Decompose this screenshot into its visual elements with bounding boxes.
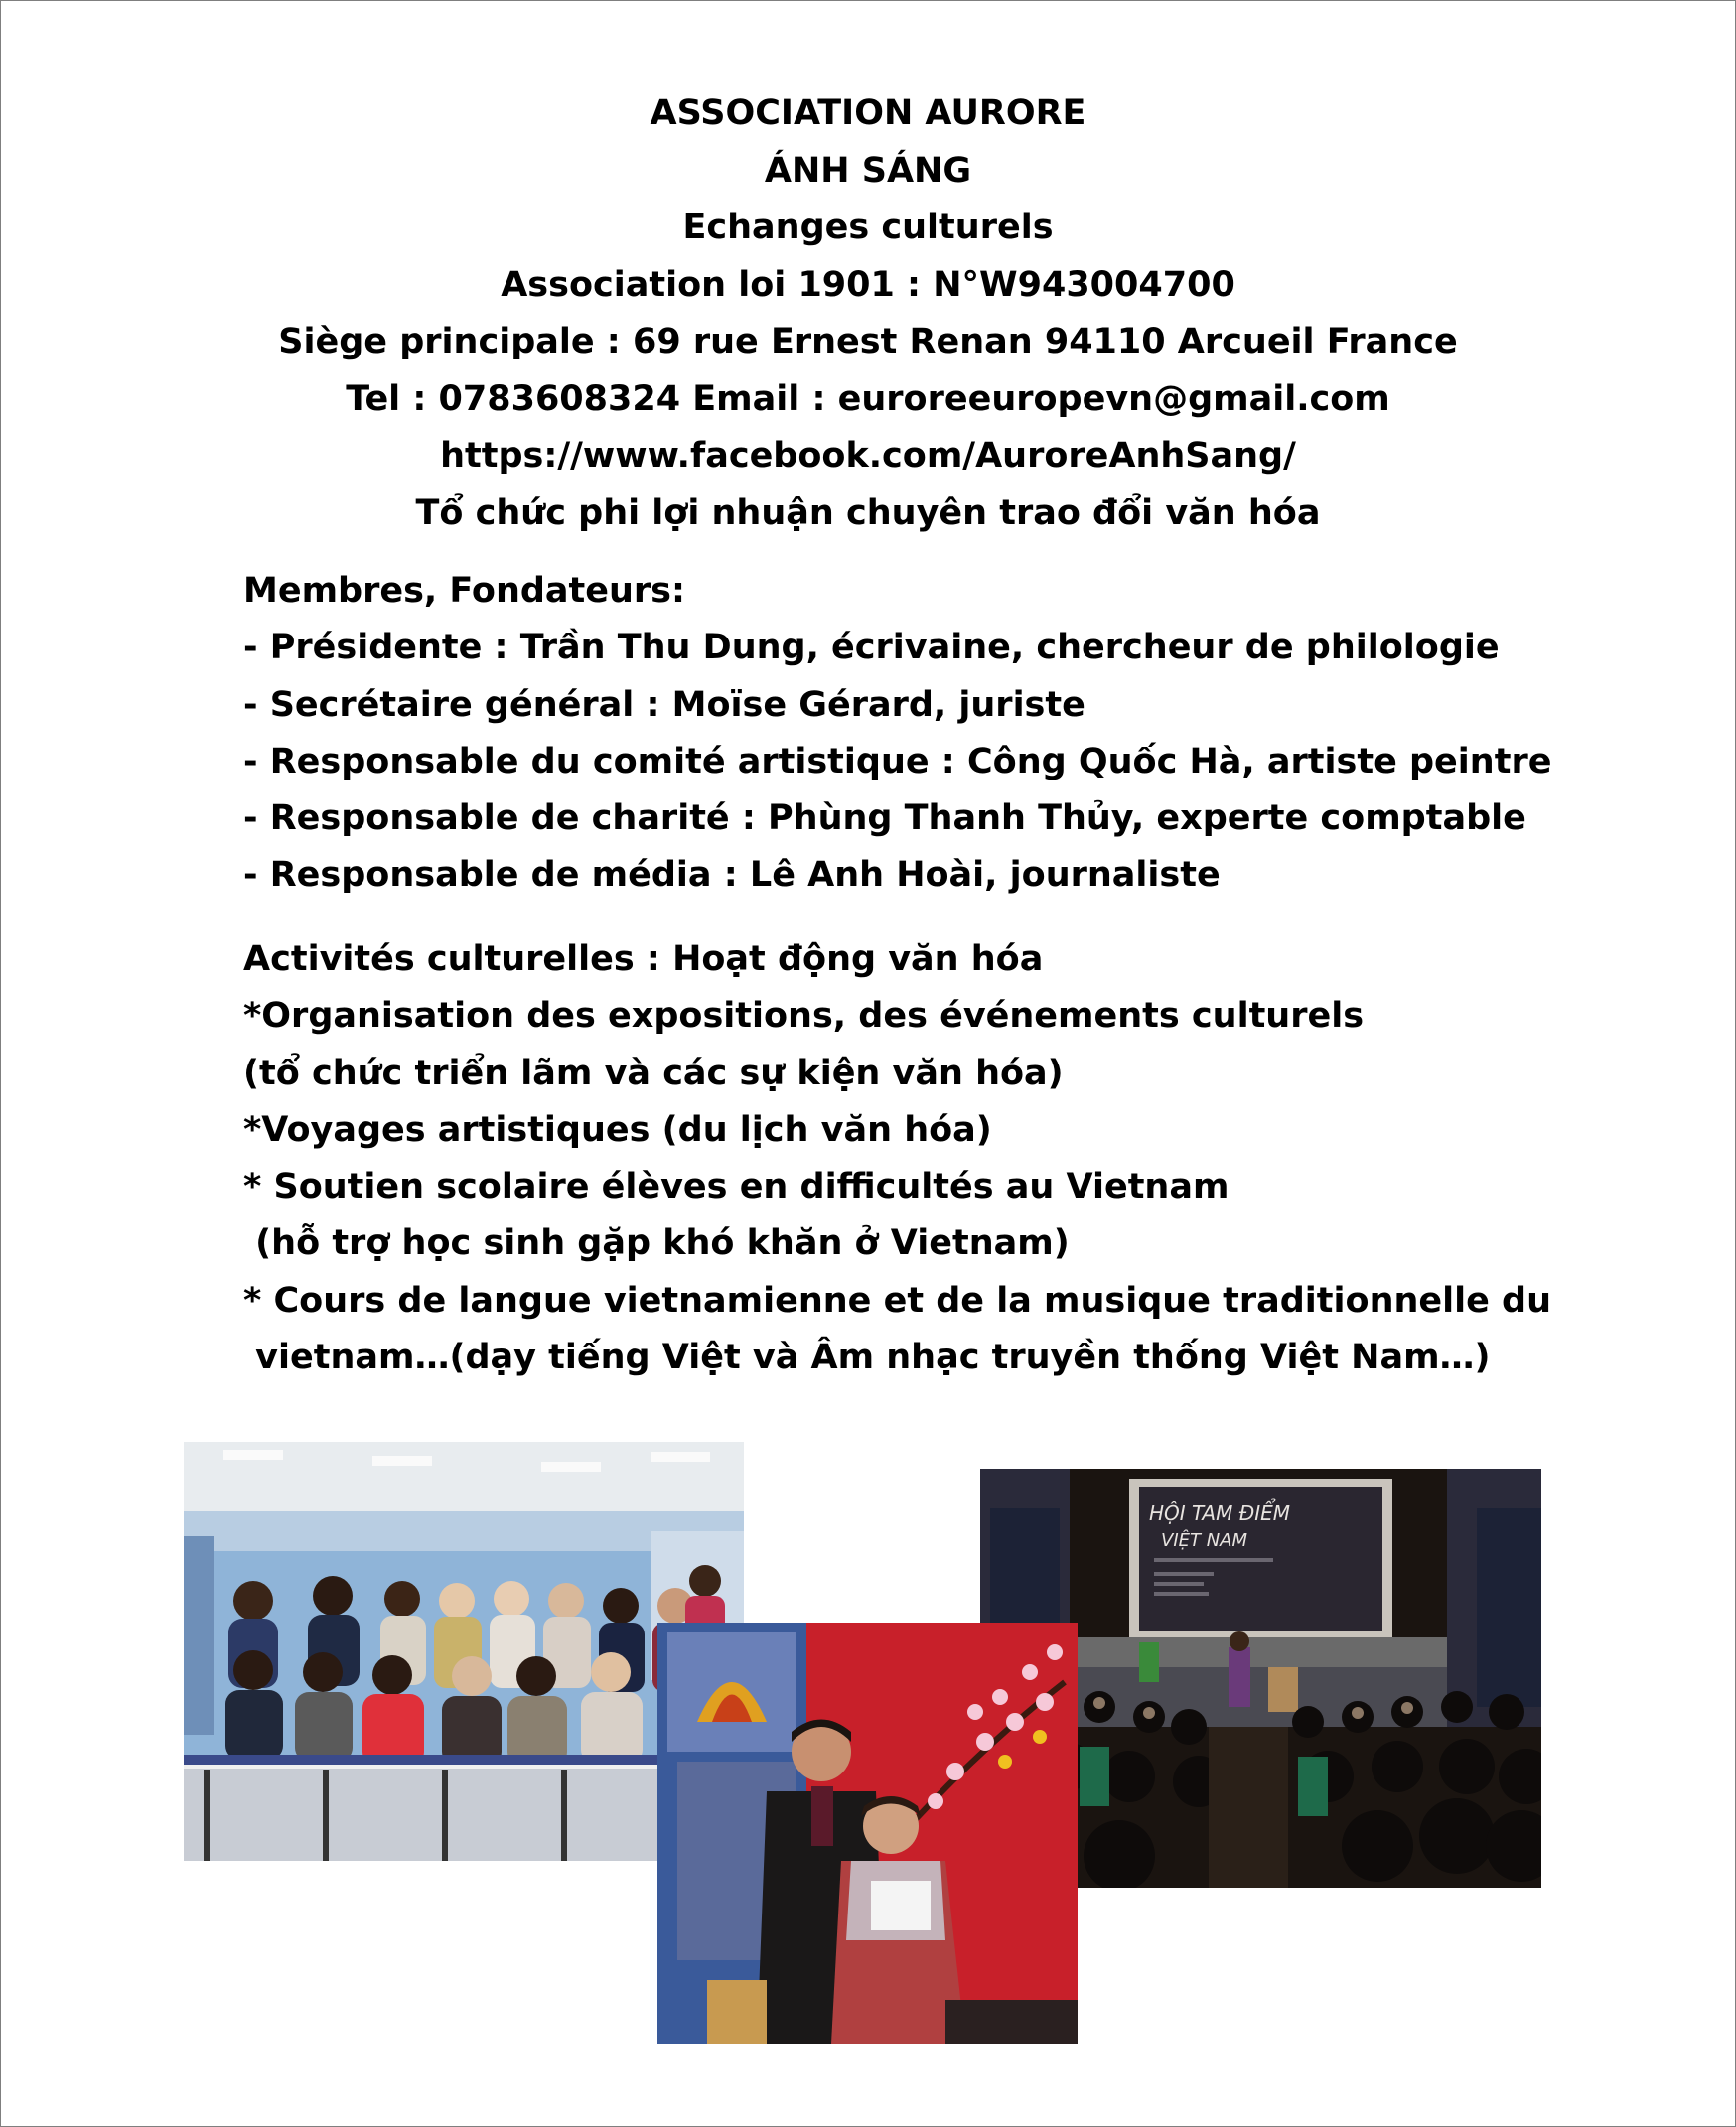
vietnamese-description: Tổ chức phi lợi nhuận chuyên trao đổi văn hóa [415, 493, 1321, 533]
member-item: - Présidente : Trần Thu Dung, écrivaine, chercheur de philologie [243, 628, 1500, 668]
activity-line: (hỗ trợ học sinh gặp khó khăn ở Vietnam) [243, 1223, 1070, 1264]
association-tagline: Echanges culturels [682, 208, 1054, 247]
activity-line: * Soutien scolaire élèves en difficultés au Vietnam [243, 1167, 1230, 1207]
activities-section [243, 931, 1551, 1386]
activity-line: * Cours de langue vietnamienne et de la musique traditionnelle du [243, 1280, 1552, 1321]
members-section [243, 563, 1551, 905]
member-item: - Secrétaire général : Moïse Gérard, juriste [243, 684, 1085, 725]
contact-line: Tel : 0783608324 Email : euroreeuropevn@gmail.com [346, 378, 1390, 419]
head-office-address: Siège principale : 69 rue Ernest Renan 94110 Arcueil France [278, 322, 1458, 361]
facebook-link: https://www.facebook.com/AuroreAnhSang/ [440, 436, 1296, 476]
activity-line: vietnam…(dạy tiếng Việt và Âm nhạc truyền thống Việt Nam…) [243, 1338, 1491, 1378]
letterhead [0, 85, 1736, 542]
member-item: - Responsable de charité : Phùng Thanh Thủy, experte comptable [243, 798, 1526, 839]
activities-title: Activités culturelles : Hoạt động văn hóa [243, 939, 1044, 979]
member-item: - Responsable de média : Lê Anh Hoài, journaliste [243, 855, 1221, 896]
members-title: Membres, Fondateurs: [243, 571, 686, 611]
registration-number: Association loi 1901 : N°W943004700 [501, 264, 1235, 305]
screen-title-line1: HỘI TAM ĐIỂM [1149, 1501, 1291, 1525]
activity-line: (tổ chức triển lãm và các sự kiện văn hóa) [243, 1053, 1064, 1093]
association-name: ASSOCIATION AURORE [650, 93, 1086, 133]
screen-title-line2: VIỆT NAM [1161, 1530, 1248, 1551]
activity-line: *Voyages artistiques (du lịch văn hóa) [243, 1109, 992, 1150]
association-subname: ÁNH SÁNG [764, 150, 972, 191]
member-item: - Responsable du comité artistique : Công Quốc Hà, artiste peintre [243, 741, 1552, 781]
reading-ceremony-photo [657, 1623, 1078, 2044]
activity-line: *Organisation des expositions, des événements culturels [243, 996, 1365, 1037]
